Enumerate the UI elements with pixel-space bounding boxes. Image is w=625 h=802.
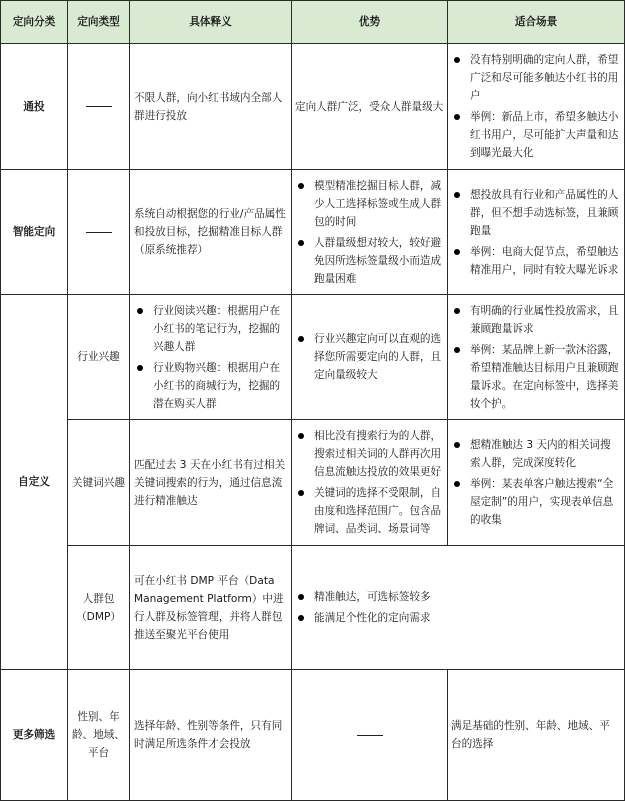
- description-list: [134, 302, 288, 413]
- category-cell: 通投: [1, 44, 68, 170]
- table-row: [1, 420, 625, 546]
- list-item: 举例：电商大促节点，希望触达精准用户，同时有较大曝光诉求: [451, 243, 620, 279]
- advantage-cell: [292, 295, 448, 420]
- list-item: 举例：某品牌上新一款沐浴露，希望精准触达目标用户且兼顾跑量诉求。在定向标签中，选择美妆个护。: [451, 341, 620, 413]
- header-category: 定向分类: [1, 1, 68, 44]
- scenario-cell: [448, 420, 625, 546]
- scenario-list: [451, 186, 620, 279]
- list-item: 能满足个性化的定向需求: [295, 609, 621, 627]
- description-cell: 不限人群，向小红书域内全部人群进行投放: [130, 44, 292, 170]
- advantage-list: [295, 330, 444, 384]
- table-row: [1, 546, 625, 670]
- advantage-list: [295, 177, 444, 288]
- type-cell: [68, 44, 130, 170]
- category-cell: 智能定向: [1, 170, 68, 295]
- list-item: 相比没有搜索行为的人群，搜索过相关词的人群再次用信息流触达投放的效果更好: [295, 427, 444, 481]
- table-row: [1, 670, 625, 801]
- header-advantage: 优势: [292, 1, 448, 44]
- table-row: [1, 44, 625, 170]
- advantage-list: [295, 588, 621, 627]
- advantage-cell: [292, 420, 448, 546]
- type-cell: 人群包（DMP）: [68, 546, 130, 670]
- header-type: 定向类型: [68, 1, 130, 44]
- list-item: 没有特别明确的定向人群，希望广泛和尽可能多触达小红书的用户: [451, 51, 620, 105]
- advantage-cell: 定向人群广泛，受众人群量级大: [292, 44, 448, 170]
- scenario-cell: [448, 44, 625, 170]
- scenario-cell: [448, 295, 625, 420]
- description-cell: 可在小红书 DMP 平台（Data Management Platform）中进行人群及标签管理，并将人群包推送至聚光平台使用: [130, 546, 292, 670]
- list-item: 有明确的行业属性投放需求，且兼顾跑量诉求: [451, 302, 620, 338]
- type-cell: [68, 170, 130, 295]
- table-header-row: [1, 1, 625, 44]
- advantage-cell: [292, 670, 448, 801]
- scenario-list: [451, 51, 620, 162]
- list-item: 举例：某表单客户触达搜索“全屋定制”的用户，实现表单信息的收集: [451, 475, 620, 529]
- list-item: 想投放具有行业和产品属性的人群，但不想手动选标签，且兼顾跑量: [451, 186, 620, 240]
- dash-placeholder: [86, 106, 112, 107]
- list-item: 行业兴趣定向可以直观的选择您所需要定向的人群，且定向量级较大: [295, 330, 444, 384]
- scenario-list: [451, 436, 620, 529]
- table-row: [1, 170, 625, 295]
- description-cell: 系统自动根据您的行业/产品属性和投放目标，挖掘精准目标人群（原系统推荐）: [130, 170, 292, 295]
- description-cell: 选择年龄、性别等条件，只有同时满足所选条件才会投放: [130, 670, 292, 801]
- description-cell: 匹配过去 3 天在小红书有过相关关键词搜索的行为，通过信息流进行精准触达: [130, 420, 292, 546]
- list-item: 关键词的选择不受限制，自由度和选择范围广。包含品牌词、品类词、场景词等: [295, 484, 444, 538]
- header-description: 具体释义: [130, 1, 292, 44]
- advantage-cell: [292, 170, 448, 295]
- category-cell: 自定义: [1, 295, 68, 670]
- type-cell: 关键词兴趣: [68, 420, 130, 546]
- category-cell: 更多筛选: [1, 670, 68, 801]
- advantage-list: [295, 427, 444, 538]
- type-cell: 性别、年龄、地域、平台: [68, 670, 130, 801]
- scenario-cell: [448, 170, 625, 295]
- type-cell: 行业兴趣: [68, 295, 130, 420]
- scenario-cell: 满足基础的性别、年龄、地域、平台的选择: [448, 670, 625, 801]
- table-row: [1, 295, 625, 420]
- scenario-list: [451, 302, 620, 413]
- advantage-cell: [292, 546, 625, 670]
- list-item: 模型精准挖掘目标人群，减少人工选择标签或生成人群包的时间: [295, 177, 444, 231]
- dash-placeholder: [357, 735, 383, 736]
- list-item: 精准触达，可选标签较多: [295, 588, 621, 606]
- list-item: 行业购物兴趣：根据用户在小红书的商城行为，挖掘的潜在购买人群: [134, 359, 288, 413]
- list-item: 人群量级想对较大，较好避免因所选标签量级小而造成跑量困难: [295, 234, 444, 288]
- list-item: 举例：新品上市，希望多触达小红书用户，尽可能扩大声量和达到曝光最大化: [451, 108, 620, 162]
- dash-placeholder: [86, 232, 112, 233]
- list-item: 想精准触达 3 天内的相关词搜索人群，完成深度转化: [451, 436, 620, 472]
- list-item: 行业阅读兴趣：根据用户在小红书的笔记行为，挖掘的兴趣人群: [134, 302, 288, 356]
- header-scenario: 适合场景: [448, 1, 625, 44]
- description-cell: [130, 295, 292, 420]
